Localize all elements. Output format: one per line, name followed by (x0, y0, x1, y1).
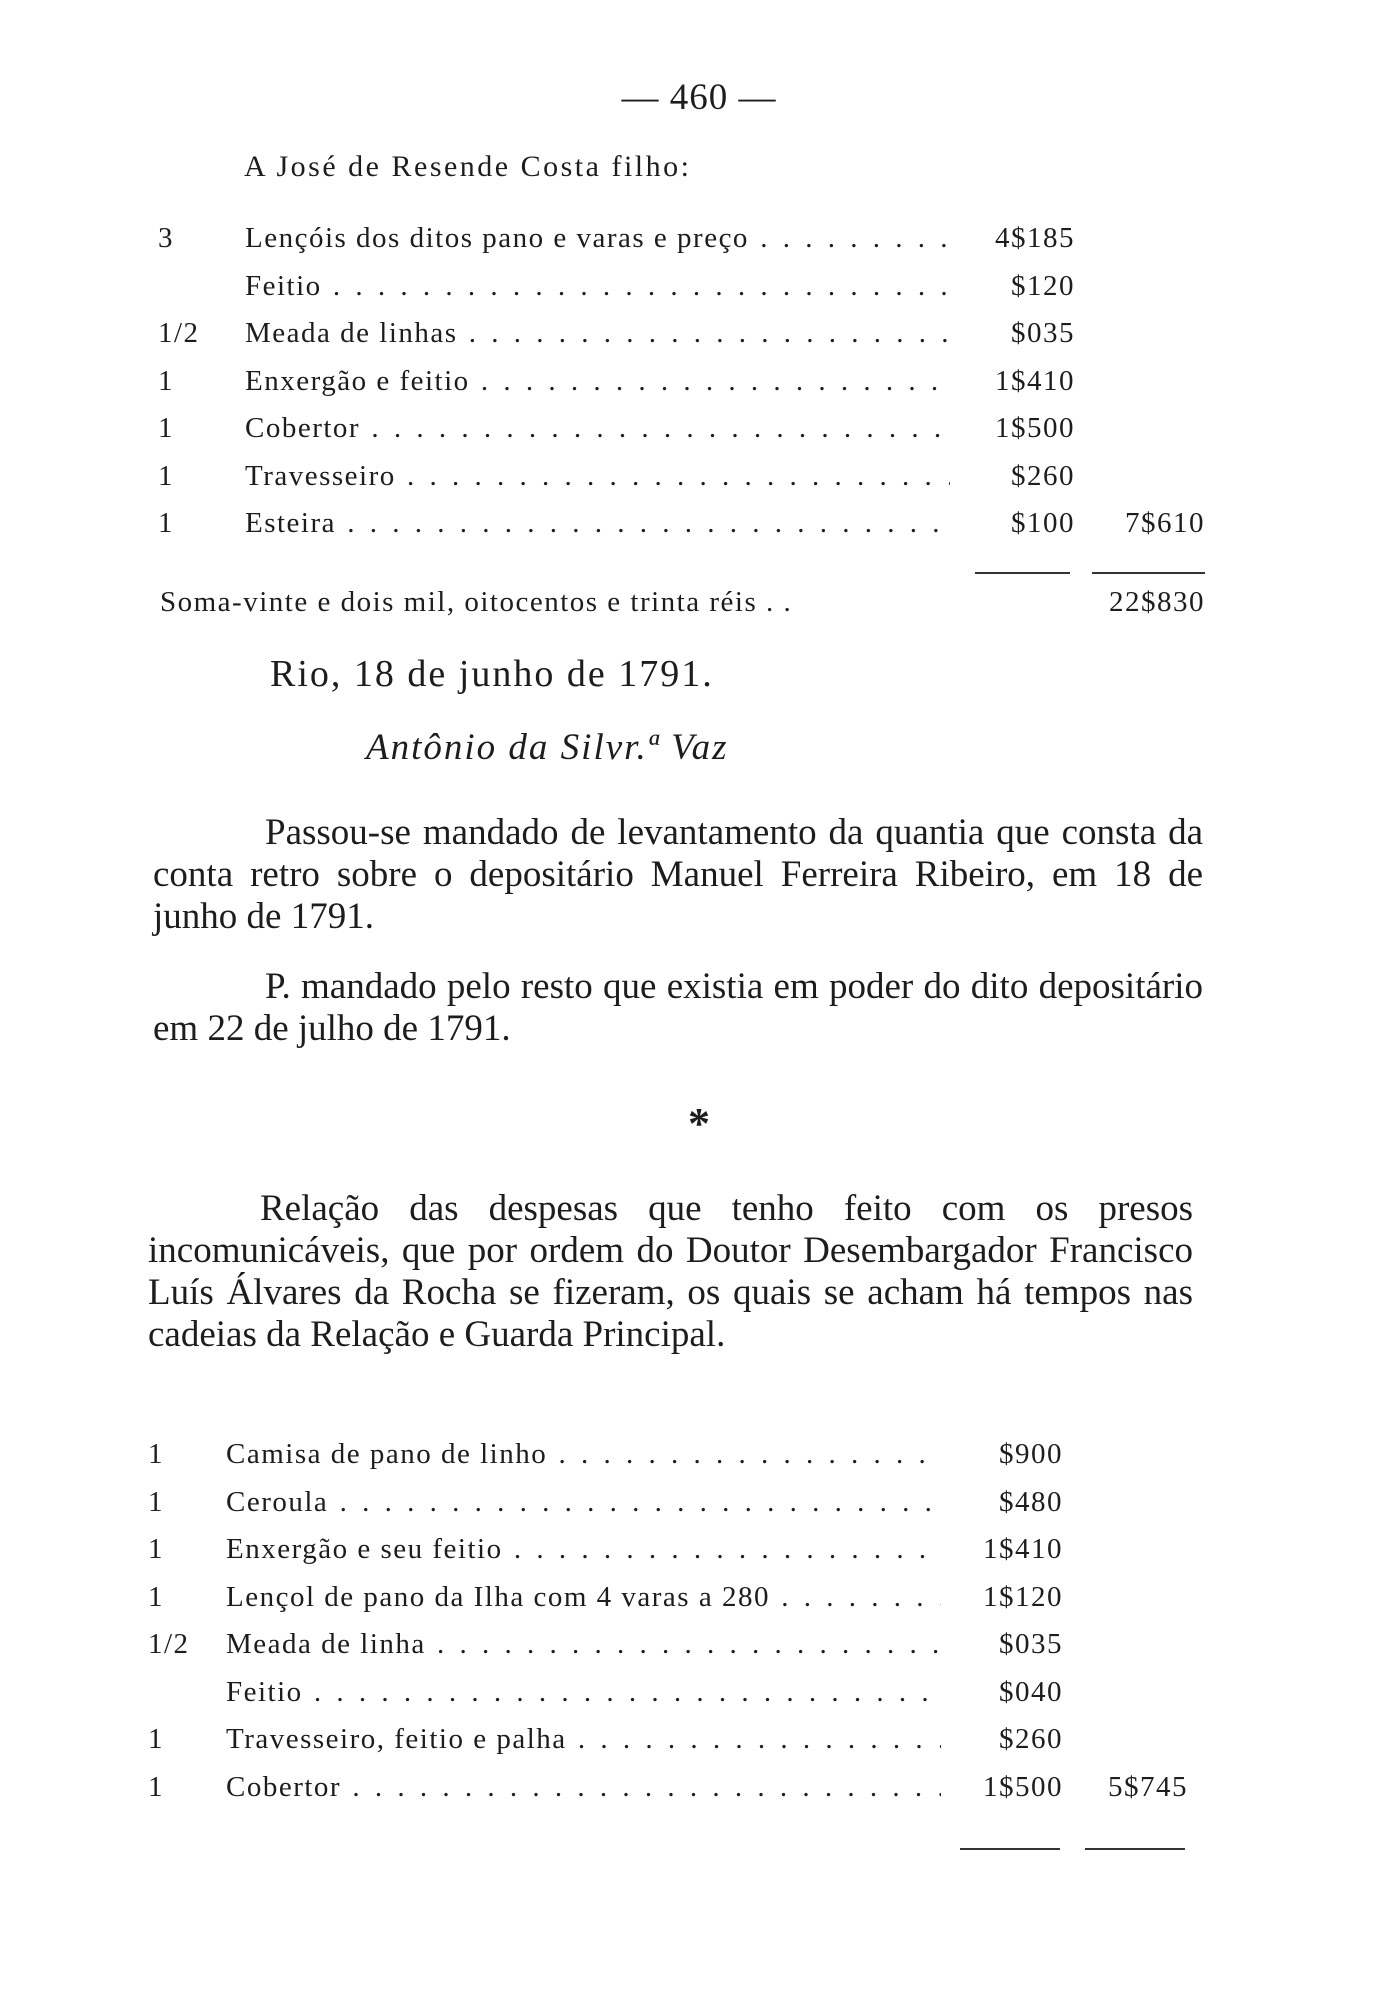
ledger-row (0, 412, 1398, 460)
item-quantity: 1 (148, 1723, 164, 1755)
place-date: Rio, 18 de junho de 1791. (270, 653, 714, 695)
item-description: Travesseiro . . . (245, 460, 950, 493)
item-description: Travesseiro, feitio e palha . . . (226, 1723, 941, 1756)
item-description: Enxergão e seu feitio . . . (226, 1533, 941, 1566)
item-description: Esteira . . . (245, 507, 950, 540)
ledger-row (0, 1771, 1398, 1819)
item-description: Cobertor . . . (226, 1771, 941, 1804)
item-quantity: 1 (148, 1580, 164, 1613)
item-description: Ceroula . . . (226, 1486, 941, 1519)
item-description: Feitio . . . (245, 270, 950, 303)
item-description: Meada de linhas . . . (245, 317, 950, 350)
sum-value: 22$830 (1109, 586, 1205, 618)
ledger-row (0, 1533, 1398, 1581)
item-amount: 1$410 (995, 364, 1075, 397)
account-heading: A José de Resende Costa filho: (244, 150, 692, 183)
ledger-row (0, 1581, 1398, 1629)
item-quantity: 1 (148, 1770, 164, 1803)
subtotal-rule (960, 1848, 1060, 1850)
item-quantity: 1 (158, 364, 174, 397)
ledger-row (0, 1676, 1398, 1724)
item-amount: $260 (999, 1723, 1063, 1755)
item-description: Camisa de pano de linho . . . (226, 1438, 941, 1471)
item-quantity: 1 (148, 1438, 164, 1470)
subtotal-rule (975, 572, 1070, 574)
item-amount: $035 (999, 1628, 1063, 1660)
ledger-row (0, 365, 1398, 413)
item-description: Meada de linha . . . (226, 1628, 941, 1661)
item-description: Feitio . . . (226, 1676, 941, 1709)
item-amount: 1$410 (983, 1533, 1063, 1565)
item-description: Cobertor . . . (245, 412, 950, 445)
item-quantity: 3 (158, 222, 174, 254)
item-quantity: 1 (148, 1485, 164, 1518)
item-amount: $900 (999, 1438, 1063, 1470)
paragraph-relacao: Relação das despesas que tenho feito com os presos incomunicáveis, que por ordem do Doutor Desembargador Francisco Luís Álvares da Rocha se fizeram, os quais se acham há tempos nas cadeias da Relação e Guarda Principal. (148, 1188, 1193, 1355)
total-rule (1085, 1848, 1185, 1850)
item-description: Lençóis dos ditos pano e varas e preço . . . (245, 222, 950, 255)
ledger-row (0, 317, 1398, 365)
ledger-row (0, 270, 1398, 318)
item-quantity: 1 (158, 459, 174, 492)
paragraph-mandado: Passou-se mandado de levantamento da quantia que consta da conta retro sobre o depositário Manuel Ferreira Ribeiro, em 18 de junho de 1791. (153, 812, 1203, 937)
ledger-row (0, 1628, 1398, 1676)
ledger-row (0, 1723, 1398, 1771)
item-quantity: 1 (158, 507, 174, 539)
ledger-row (0, 1486, 1398, 1534)
item-quantity: 1 (148, 1533, 164, 1565)
item-total: 7$610 (1125, 507, 1205, 539)
item-description: Lençol de pano da Ilha com 4 varas a 280 . . . (226, 1581, 941, 1614)
ledger-row (0, 507, 1398, 555)
sum-text: Soma-vinte e dois mil, oitocentos e trinta réis . . (160, 586, 793, 618)
signature: Antônio da Silvr.ª Vaz (366, 727, 729, 768)
item-amount: $040 (999, 1675, 1063, 1708)
item-amount: 1$120 (983, 1580, 1063, 1613)
ledger-row (0, 222, 1398, 270)
ledger-row (0, 460, 1398, 508)
ledger-1 (0, 222, 1398, 555)
item-total: 5$745 (1108, 1770, 1188, 1803)
ledger-row (0, 1438, 1398, 1486)
ledger-2 (0, 1438, 1398, 1818)
item-amount: 1$500 (995, 412, 1075, 444)
item-amount: 4$185 (995, 222, 1075, 254)
item-quantity: 1/2 (148, 1628, 190, 1660)
item-amount: $035 (1011, 317, 1075, 349)
item-description: Enxergão e feitio . . . (245, 365, 950, 398)
paragraph-resto: P. mandado pelo resto que existia em poder do dito depositário em 22 de julho de 1791. (153, 966, 1203, 1049)
item-amount: 1$500 (983, 1770, 1063, 1803)
item-amount: $120 (1011, 269, 1075, 302)
section-separator: * (688, 1099, 710, 1148)
item-quantity: 1 (158, 412, 174, 444)
item-amount: $480 (999, 1485, 1063, 1518)
item-amount: $260 (1011, 459, 1075, 492)
item-quantity: 1/2 (158, 317, 200, 349)
total-rule (1092, 572, 1205, 574)
page-number: — 460 — (621, 77, 777, 118)
item-amount: $100 (1011, 507, 1075, 539)
